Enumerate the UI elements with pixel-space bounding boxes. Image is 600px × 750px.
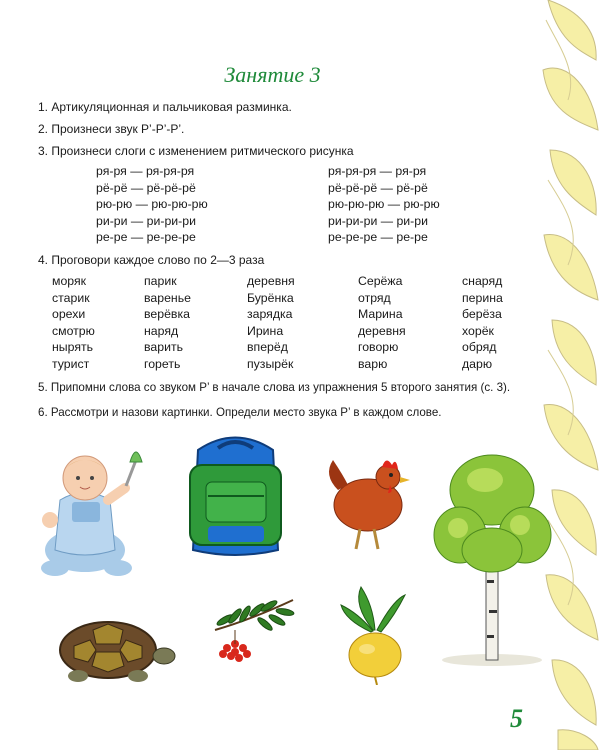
task-1: 1. Артикуляционная и пальчиковая разминка. (38, 100, 292, 114)
word: зарядка (247, 307, 293, 322)
word: турист (52, 356, 90, 371)
word: варить (144, 340, 183, 355)
word: варенье (144, 290, 191, 305)
word: орехи (52, 307, 86, 322)
syllable-row: рё-рё-рё — рё-рё (328, 180, 428, 195)
baby-with-rattle-icon (30, 440, 160, 585)
word: дарю (462, 356, 493, 371)
word: вперёд (247, 340, 288, 355)
word-column-1 (52, 273, 95, 373)
word-column-2 (144, 273, 191, 373)
task-5: 5. Припомни слова со звуком Р’ в начале слова из упражнения 5 второго занятия (с. 3). (38, 381, 511, 394)
word: верёвка (144, 307, 190, 322)
word: обряд (462, 340, 497, 355)
page-number: 5 (510, 704, 523, 733)
word: берёза (462, 307, 502, 322)
word-column-3 (247, 273, 295, 373)
syllable-row: ря-ря-ря — ря-ря (328, 164, 427, 178)
task-6: 6. Рассмотри и назови картинки. Определи место звука Р’ в каждом слове. (38, 406, 442, 419)
word: деревня (247, 274, 295, 288)
lesson-title: Занятие 3 (224, 62, 321, 87)
task-2: 2. Произнеси звук Р’-Р’-Р’. (38, 122, 185, 136)
task-3: 3. Произнеси слоги с изменением ритмического рисунка (38, 144, 354, 158)
rowan-branch-icon (205, 590, 300, 670)
syllable-row: ре-ре — ре-ре-ре (96, 230, 196, 245)
word: пузырёк (247, 356, 294, 371)
word-column-4 (358, 273, 406, 373)
syllable-row: ри-ри-ри — ри-ри (328, 213, 428, 228)
birch-tree-icon (430, 440, 555, 670)
word: гореть (144, 356, 181, 371)
word: деревня (358, 323, 406, 338)
turtle-icon (48, 610, 178, 690)
syllable-row: ре-ре-ре — ре-ре (328, 230, 428, 245)
word: нырять (52, 340, 94, 355)
task-4: 4. Проговори каждое слово по 2—3 раза (38, 253, 265, 267)
word: моряк (52, 274, 87, 288)
word: варю (358, 356, 388, 371)
word: Бурёнка (247, 290, 294, 305)
word: Серёжа (358, 274, 403, 288)
syllables-right-column (328, 163, 440, 246)
word: хорёк (462, 323, 494, 338)
turnip-icon (333, 585, 418, 685)
syllables-left-column (96, 163, 208, 246)
syllable-row: ря-ря — ря-ря-ря (96, 164, 195, 178)
syllable-row: рю-рю-рю — рю-рю (328, 197, 440, 212)
word: отряд (358, 290, 391, 305)
word: наряд (144, 323, 179, 338)
word: Ирина (247, 323, 284, 338)
word: говорю (358, 340, 399, 355)
word: Марина (358, 307, 403, 322)
green-backpack-icon (178, 430, 293, 560)
syllable-row: ри-ри — ри-ри-ри (96, 213, 196, 228)
syllable-row: рю-рю — рю-рю-рю (96, 197, 208, 212)
syllable-row: рё-рё — рё-рё-рё (96, 180, 196, 195)
word: парик (144, 274, 177, 288)
word-column-5 (462, 273, 503, 373)
word: смотрю (52, 323, 95, 338)
word: снаряд (462, 274, 503, 288)
word: перина (462, 290, 503, 305)
hen-icon (318, 445, 413, 555)
word: старик (52, 290, 90, 305)
